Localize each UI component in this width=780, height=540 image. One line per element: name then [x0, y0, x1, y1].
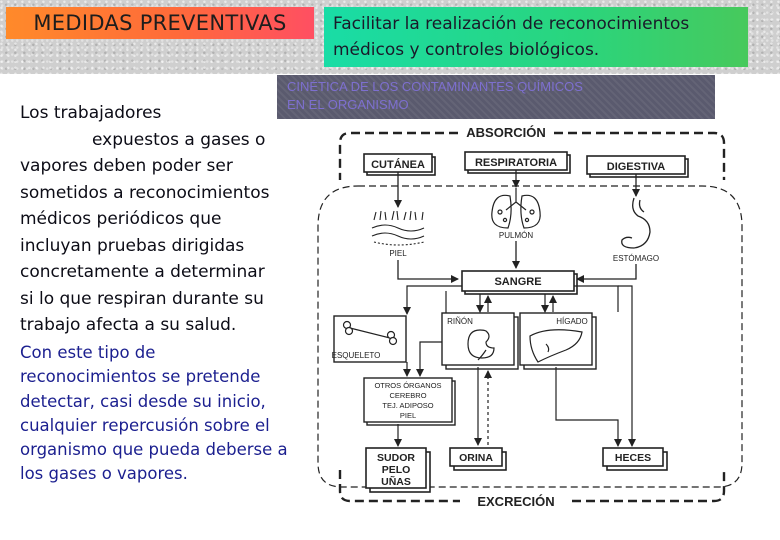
route-digestive [587, 156, 688, 177]
route-respiratory [465, 152, 570, 173]
urine-label: ORINA [459, 452, 493, 464]
route-label: DIGESTIVA [606, 161, 666, 173]
sweat-line: UÑAS [381, 476, 411, 488]
para1-line: vapores deben poder ser [20, 156, 233, 176]
para1-line: trabajo afecta a su salud. [20, 315, 237, 335]
banner-line-1: CINÉTICA DE LOS CONTAMINANTES QUÍMICOS [287, 79, 583, 94]
other-organs-line: TEJ. ADIPOSO [382, 401, 434, 410]
sweat-line: SUDOR [377, 452, 415, 464]
blood-label: SANGRE [494, 276, 542, 288]
para1-line: concretamente a determinar [20, 262, 265, 282]
sweat-box [366, 448, 430, 492]
para1-line: expuestos a gases o [92, 129, 266, 150]
stomach-icon [622, 198, 650, 248]
para1-line: Los trabajadores [20, 103, 162, 123]
other-organs-box [364, 378, 455, 425]
absorption-label: ABSORCIÓN [466, 125, 546, 140]
other-organs-line: CEREBRO [389, 391, 427, 400]
para2-line: detectar, casi desde su inicio, [20, 391, 266, 411]
para2-line: cualquier repercusión sobre el [20, 415, 270, 435]
para1-line: incluyan pruebas dirigidas [20, 235, 245, 256]
para2-line: los gases o vapores. [20, 464, 188, 484]
liver-label: HÍGADO [556, 317, 588, 326]
blood-box [462, 271, 577, 294]
lung-icon [492, 188, 540, 228]
excretion-label: EXCRECIÓN [477, 494, 555, 509]
other-organs-line: PIEL [399, 411, 417, 420]
route-cutaneous [364, 154, 435, 175]
kidney-box [442, 313, 518, 369]
route-label: CUTÁNEA [371, 159, 425, 171]
feces-label: HECES [614, 452, 652, 464]
skeleton-label: ESQUELETO [331, 351, 381, 360]
banner-line-2: EN EL ORGANISMO [287, 97, 409, 112]
other-organs-line: OTROS ÓRGANOS [374, 381, 442, 390]
skeleton-box [332, 316, 406, 362]
subtitle-line-1: Facilitar la realización de reconocimientos [333, 14, 690, 34]
skin-icon [372, 211, 424, 245]
para1-line: si lo que respiran durante su [20, 288, 264, 309]
kidney-label: RIÑÓN [447, 317, 473, 326]
route-label: RESPIRATORIA [474, 157, 558, 169]
para1-line: sometidos a reconocimientos [20, 182, 270, 203]
para2-line: organismo que pueda deberse a [20, 440, 288, 460]
urine-box [450, 448, 506, 470]
para1-line: médicos periódicos que [20, 209, 222, 229]
stomach-label: ESTÓMAGO [612, 254, 660, 263]
lung-label: PULMÓN [498, 231, 534, 240]
page-title: MEDIDAS PREVENTIVAS [6, 7, 314, 39]
subtitle-line-2: médicos y controles biológicos. [333, 40, 600, 60]
para2-line: reconocimientos se pretende [20, 367, 261, 387]
para2-line: Con este tipo de [20, 343, 156, 362]
liver-box [520, 313, 596, 369]
sweat-line: PELO [381, 464, 411, 476]
feces-box [603, 448, 667, 470]
skin-label: PIEL [389, 249, 407, 258]
